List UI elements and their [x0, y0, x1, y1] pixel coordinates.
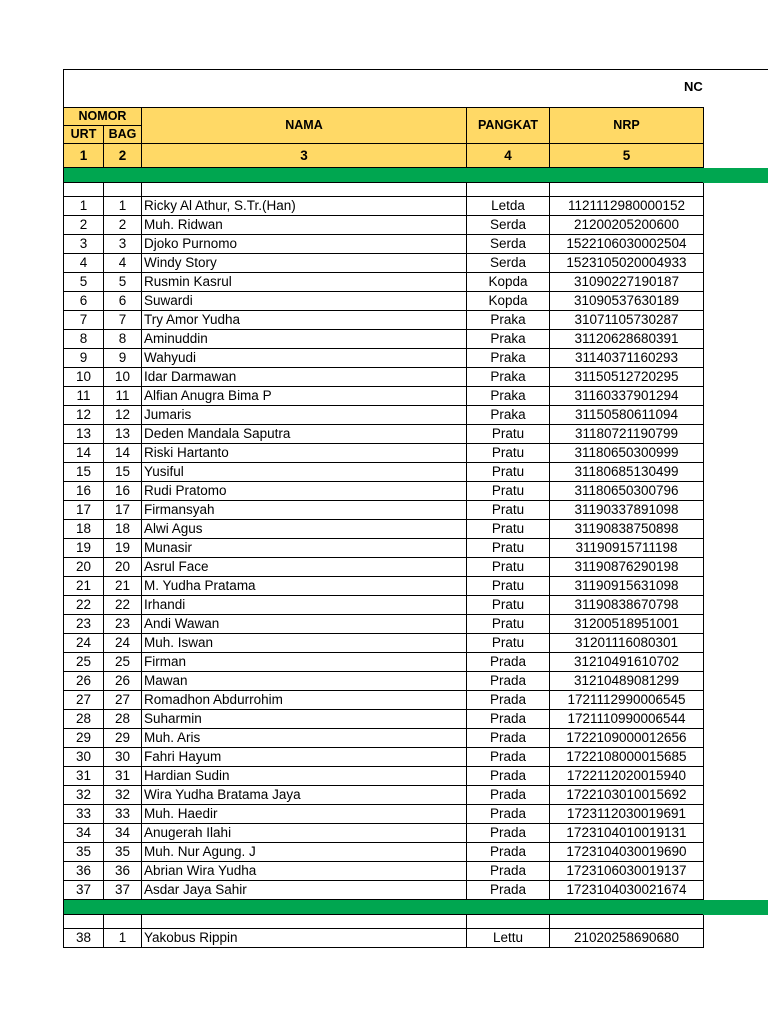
table-row: [64, 615, 704, 634]
cell-nrp: 31150580611094: [550, 406, 704, 425]
cell-nrp: 1722108000015685: [550, 748, 704, 767]
cell-urt: 27: [64, 691, 104, 710]
column-number: 3: [142, 144, 467, 168]
cell-nama: Muh. Aris: [142, 729, 467, 748]
cell-nama: Deden Mandala Saputra: [142, 425, 467, 444]
cell-nama: Ricky Al Athur, S.Tr.(Han): [142, 197, 467, 216]
cell-nrp: 31180650300999: [550, 444, 704, 463]
document-title: NC: [684, 79, 703, 94]
header-nomor: NOMOR: [64, 108, 142, 126]
cell-pangkat: Serda: [467, 216, 550, 235]
cell-nrp: 31180721190799: [550, 425, 704, 444]
column-number: 2: [104, 144, 142, 168]
cell-nama: Alwi Agus: [142, 520, 467, 539]
cell-urt: 37: [64, 881, 104, 900]
cell-pangkat: Pratu: [467, 520, 550, 539]
cell-pangkat: Serda: [467, 254, 550, 273]
cell-bag: 11: [104, 387, 142, 406]
spacer-cell: [467, 915, 550, 929]
cell-pangkat: Kopda: [467, 273, 550, 292]
spacer-cell: [64, 915, 104, 929]
cell-nrp: 31201116080301: [550, 634, 704, 653]
cell-pangkat: Pratu: [467, 558, 550, 577]
cell-nrp: 1722103010015692: [550, 786, 704, 805]
cell-bag: 28: [104, 710, 142, 729]
spacer-row: [64, 183, 704, 197]
table-row: [64, 254, 704, 273]
section-band-extension: [703, 900, 768, 915]
cell-urt: 33: [64, 805, 104, 824]
cell-pangkat: Prada: [467, 748, 550, 767]
header-nama: NAMA: [142, 108, 467, 144]
cell-nrp: 21200205200600: [550, 216, 704, 235]
cell-urt: 21: [64, 577, 104, 596]
cell-nrp: 1121112980000152: [550, 197, 704, 216]
spacer-cell: [550, 183, 704, 197]
cell-urt: 3: [64, 235, 104, 254]
cell-pangkat: Pratu: [467, 634, 550, 653]
table-row: [64, 843, 704, 862]
table-row: [64, 691, 704, 710]
cell-bag: 22: [104, 596, 142, 615]
cell-urt: 12: [64, 406, 104, 425]
cell-nama: Mawan: [142, 672, 467, 691]
cell-bag: 33: [104, 805, 142, 824]
cell-nrp: 31190915631098: [550, 577, 704, 596]
cell-bag: 2: [104, 216, 142, 235]
cell-nama: Firmansyah: [142, 501, 467, 520]
cell-nama: Jumaris: [142, 406, 467, 425]
cell-pangkat: Praka: [467, 311, 550, 330]
cell-nama: M. Yudha Pratama: [142, 577, 467, 596]
cell-bag: 17: [104, 501, 142, 520]
table-row: [64, 235, 704, 254]
cell-nrp: 31190337891098: [550, 501, 704, 520]
table-row: [64, 824, 704, 843]
table-row: [64, 463, 704, 482]
cell-bag: 5: [104, 273, 142, 292]
cell-nrp: 31160337901294: [550, 387, 704, 406]
section-band-cell: [64, 168, 704, 183]
cell-bag: 30: [104, 748, 142, 767]
cell-urt: 38: [64, 929, 104, 948]
cell-pangkat: Prada: [467, 729, 550, 748]
cell-nama: Yusiful: [142, 463, 467, 482]
cell-nama: Muh. Iswan: [142, 634, 467, 653]
spacer-cell: [142, 183, 467, 197]
cell-pangkat: Prada: [467, 805, 550, 824]
cell-bag: 6: [104, 292, 142, 311]
cell-nama: Try Amor Yudha: [142, 311, 467, 330]
table-row: [64, 558, 704, 577]
cell-urt: 11: [64, 387, 104, 406]
cell-pangkat: Serda: [467, 235, 550, 254]
cell-bag: 27: [104, 691, 142, 710]
table-row: [64, 539, 704, 558]
cell-urt: 35: [64, 843, 104, 862]
spacer-cell: [467, 183, 550, 197]
column-number: 1: [64, 144, 104, 168]
cell-pangkat: Lettu: [467, 929, 550, 948]
column-number-row: [64, 144, 704, 168]
cell-urt: 36: [64, 862, 104, 881]
cell-pangkat: Prada: [467, 786, 550, 805]
cell-nrp: 31190915711198: [550, 539, 704, 558]
cell-bag: 16: [104, 482, 142, 501]
spacer-cell: [142, 915, 467, 929]
cell-bag: 1: [104, 197, 142, 216]
cell-nama: Suharmin: [142, 710, 467, 729]
spacer-cell: [104, 915, 142, 929]
cell-urt: 20: [64, 558, 104, 577]
cell-bag: 35: [104, 843, 142, 862]
cell-nrp: 31190838750898: [550, 520, 704, 539]
cell-nama: Alfian Anugra Bima P: [142, 387, 467, 406]
cell-urt: 15: [64, 463, 104, 482]
section-band: [64, 900, 704, 915]
spacer-row: [64, 915, 704, 929]
cell-urt: 22: [64, 596, 104, 615]
cell-urt: 24: [64, 634, 104, 653]
cell-nama: Munasir: [142, 539, 467, 558]
cell-nama: Djoko Purnomo: [142, 235, 467, 254]
cell-nrp: 31140371160293: [550, 349, 704, 368]
cell-urt: 16: [64, 482, 104, 501]
cell-pangkat: Praka: [467, 387, 550, 406]
cell-urt: 5: [64, 273, 104, 292]
cell-urt: 14: [64, 444, 104, 463]
cell-bag: 37: [104, 881, 142, 900]
cell-urt: 8: [64, 330, 104, 349]
cell-bag: 1: [104, 929, 142, 948]
table-row: [64, 710, 704, 729]
header-urt: URT: [64, 126, 104, 144]
cell-pangkat: Prada: [467, 691, 550, 710]
cell-bag: 10: [104, 368, 142, 387]
cell-nama: Hardian Sudin: [142, 767, 467, 786]
cell-urt: 1: [64, 197, 104, 216]
spacer-cell: [104, 183, 142, 197]
personnel-table: [63, 107, 704, 948]
cell-pangkat: Praka: [467, 349, 550, 368]
cell-nama: Wira Yudha Bratama Jaya: [142, 786, 467, 805]
table-row: [64, 387, 704, 406]
header-row-1: [64, 108, 704, 126]
header-bag: BAG: [104, 126, 142, 144]
cell-nama: Rudi Pratomo: [142, 482, 467, 501]
cell-urt: 28: [64, 710, 104, 729]
table-row: [64, 330, 704, 349]
cell-pangkat: Prada: [467, 710, 550, 729]
cell-bag: 9: [104, 349, 142, 368]
cell-urt: 26: [64, 672, 104, 691]
sheet-left-border: [63, 69, 64, 107]
cell-bag: 7: [104, 311, 142, 330]
cell-pangkat: Praka: [467, 330, 550, 349]
cell-pangkat: Pratu: [467, 615, 550, 634]
cell-nama: Fahri Hayum: [142, 748, 467, 767]
cell-nrp: 31120628680391: [550, 330, 704, 349]
cell-nrp: 31190876290198: [550, 558, 704, 577]
cell-nrp: 31200518951001: [550, 615, 704, 634]
cell-pangkat: Praka: [467, 368, 550, 387]
cell-nama: Suwardi: [142, 292, 467, 311]
cell-pangkat: Pratu: [467, 501, 550, 520]
cell-bag: 29: [104, 729, 142, 748]
header-pangkat: PANGKAT: [467, 108, 550, 144]
table-row: [64, 311, 704, 330]
cell-pangkat: Kopda: [467, 292, 550, 311]
cell-nama: Muh. Nur Agung. J: [142, 843, 467, 862]
cell-nama: Idar Darmawan: [142, 368, 467, 387]
cell-nama: Asrul Face: [142, 558, 467, 577]
cell-pangkat: Pratu: [467, 539, 550, 558]
table-row: [64, 482, 704, 501]
table-row: [64, 520, 704, 539]
cell-pangkat: Prada: [467, 881, 550, 900]
cell-bag: 15: [104, 463, 142, 482]
cell-urt: 13: [64, 425, 104, 444]
table-row: [64, 748, 704, 767]
cell-urt: 29: [64, 729, 104, 748]
cell-bag: 12: [104, 406, 142, 425]
cell-nama: Anugerah Ilahi: [142, 824, 467, 843]
table-row: [64, 349, 704, 368]
cell-pangkat: Prada: [467, 824, 550, 843]
cell-bag: 25: [104, 653, 142, 672]
cell-bag: 19: [104, 539, 142, 558]
cell-nrp: 1723104010019131: [550, 824, 704, 843]
cell-nrp: 31190838670798: [550, 596, 704, 615]
cell-urt: 7: [64, 311, 104, 330]
table-row: [64, 577, 704, 596]
cell-nama: Romadhon Abdurrohim: [142, 691, 467, 710]
cell-nama: Aminuddin: [142, 330, 467, 349]
cell-nrp: 1723112030019691: [550, 805, 704, 824]
cell-urt: 10: [64, 368, 104, 387]
table-row: [64, 729, 704, 748]
cell-bag: 20: [104, 558, 142, 577]
cell-pangkat: Praka: [467, 406, 550, 425]
cell-bag: 23: [104, 615, 142, 634]
cell-urt: 30: [64, 748, 104, 767]
cell-bag: 13: [104, 425, 142, 444]
cell-pangkat: Prada: [467, 672, 550, 691]
cell-bag: 34: [104, 824, 142, 843]
section-band-cell: [64, 900, 704, 915]
table-row: [64, 368, 704, 387]
cell-nrp: 31090227190187: [550, 273, 704, 292]
cell-bag: 8: [104, 330, 142, 349]
cell-nrp: 1522106030002504: [550, 235, 704, 254]
cell-urt: 31: [64, 767, 104, 786]
table-row: [64, 634, 704, 653]
cell-bag: 26: [104, 672, 142, 691]
cell-nrp: 31210489081299: [550, 672, 704, 691]
table-row: [64, 786, 704, 805]
cell-nama: Muh. Ridwan: [142, 216, 467, 235]
cell-pangkat: Pratu: [467, 463, 550, 482]
table-row: [64, 881, 704, 900]
cell-nrp: 1723104030021674: [550, 881, 704, 900]
cell-bag: 32: [104, 786, 142, 805]
cell-urt: 2: [64, 216, 104, 235]
table-row: [64, 653, 704, 672]
table-row: [64, 292, 704, 311]
column-number: 4: [467, 144, 550, 168]
cell-bag: 18: [104, 520, 142, 539]
cell-nrp: 1722109000012656: [550, 729, 704, 748]
cell-nrp: 31090537630189: [550, 292, 704, 311]
cell-nrp: 1723104030019690: [550, 843, 704, 862]
cell-pangkat: Pratu: [467, 482, 550, 501]
cell-urt: 4: [64, 254, 104, 273]
cell-nama: Windy Story: [142, 254, 467, 273]
cell-bag: 14: [104, 444, 142, 463]
section-band-extension: [703, 168, 768, 183]
cell-nrp: 31150512720295: [550, 368, 704, 387]
cell-bag: 4: [104, 254, 142, 273]
table-row: [64, 672, 704, 691]
table-row: [64, 596, 704, 615]
cell-bag: 31: [104, 767, 142, 786]
cell-pangkat: Pratu: [467, 596, 550, 615]
sheet-top-border: [63, 69, 768, 70]
cell-pangkat: Prada: [467, 862, 550, 881]
cell-nama: Yakobus Rippin: [142, 929, 467, 948]
cell-nrp: 31210491610702: [550, 653, 704, 672]
cell-nama: Firman: [142, 653, 467, 672]
cell-nrp: 1721110990006544: [550, 710, 704, 729]
cell-pangkat: Pratu: [467, 444, 550, 463]
cell-nama: Asdar Jaya Sahir: [142, 881, 467, 900]
cell-pangkat: Prada: [467, 767, 550, 786]
table-row: [64, 444, 704, 463]
cell-nama: Muh. Haedir: [142, 805, 467, 824]
cell-nama: Wahyudi: [142, 349, 467, 368]
cell-pangkat: Letda: [467, 197, 550, 216]
column-number: 5: [550, 144, 704, 168]
cell-urt: 19: [64, 539, 104, 558]
cell-nama: Rusmin Kasrul: [142, 273, 467, 292]
section-band: [64, 168, 704, 183]
cell-nrp: 1722112020015940: [550, 767, 704, 786]
table-row: [64, 501, 704, 520]
cell-urt: 6: [64, 292, 104, 311]
cell-nrp: 1721112990006545: [550, 691, 704, 710]
table-row: [64, 406, 704, 425]
cell-nrp: 21020258690680: [550, 929, 704, 948]
cell-pangkat: Prada: [467, 653, 550, 672]
cell-nrp: 1523105020004933: [550, 254, 704, 273]
cell-nama: Abrian Wira Yudha: [142, 862, 467, 881]
cell-bag: 24: [104, 634, 142, 653]
cell-nrp: 31180685130499: [550, 463, 704, 482]
cell-pangkat: Pratu: [467, 577, 550, 596]
cell-urt: 34: [64, 824, 104, 843]
spacer-cell: [64, 183, 104, 197]
cell-urt: 25: [64, 653, 104, 672]
cell-nama: Irhandi: [142, 596, 467, 615]
cell-urt: 32: [64, 786, 104, 805]
table-row: [64, 273, 704, 292]
cell-urt: 23: [64, 615, 104, 634]
table-row: [64, 767, 704, 786]
cell-bag: 3: [104, 235, 142, 254]
table-row: [64, 216, 704, 235]
cell-pangkat: Pratu: [467, 425, 550, 444]
table-row: [64, 862, 704, 881]
cell-nrp: 1723106030019137: [550, 862, 704, 881]
cell-nama: Andi Wawan: [142, 615, 467, 634]
spacer-cell: [550, 915, 704, 929]
table-row: [64, 197, 704, 216]
cell-urt: 9: [64, 349, 104, 368]
cell-pangkat: Prada: [467, 843, 550, 862]
cell-bag: 36: [104, 862, 142, 881]
cell-nama: Riski Hartanto: [142, 444, 467, 463]
table-row: [64, 929, 704, 948]
cell-nrp: 31071105730287: [550, 311, 704, 330]
cell-bag: 21: [104, 577, 142, 596]
cell-urt: 17: [64, 501, 104, 520]
cell-urt: 18: [64, 520, 104, 539]
cell-nrp: 31180650300796: [550, 482, 704, 501]
header-nrp: NRP: [550, 108, 704, 144]
table-row: [64, 425, 704, 444]
table-row: [64, 805, 704, 824]
